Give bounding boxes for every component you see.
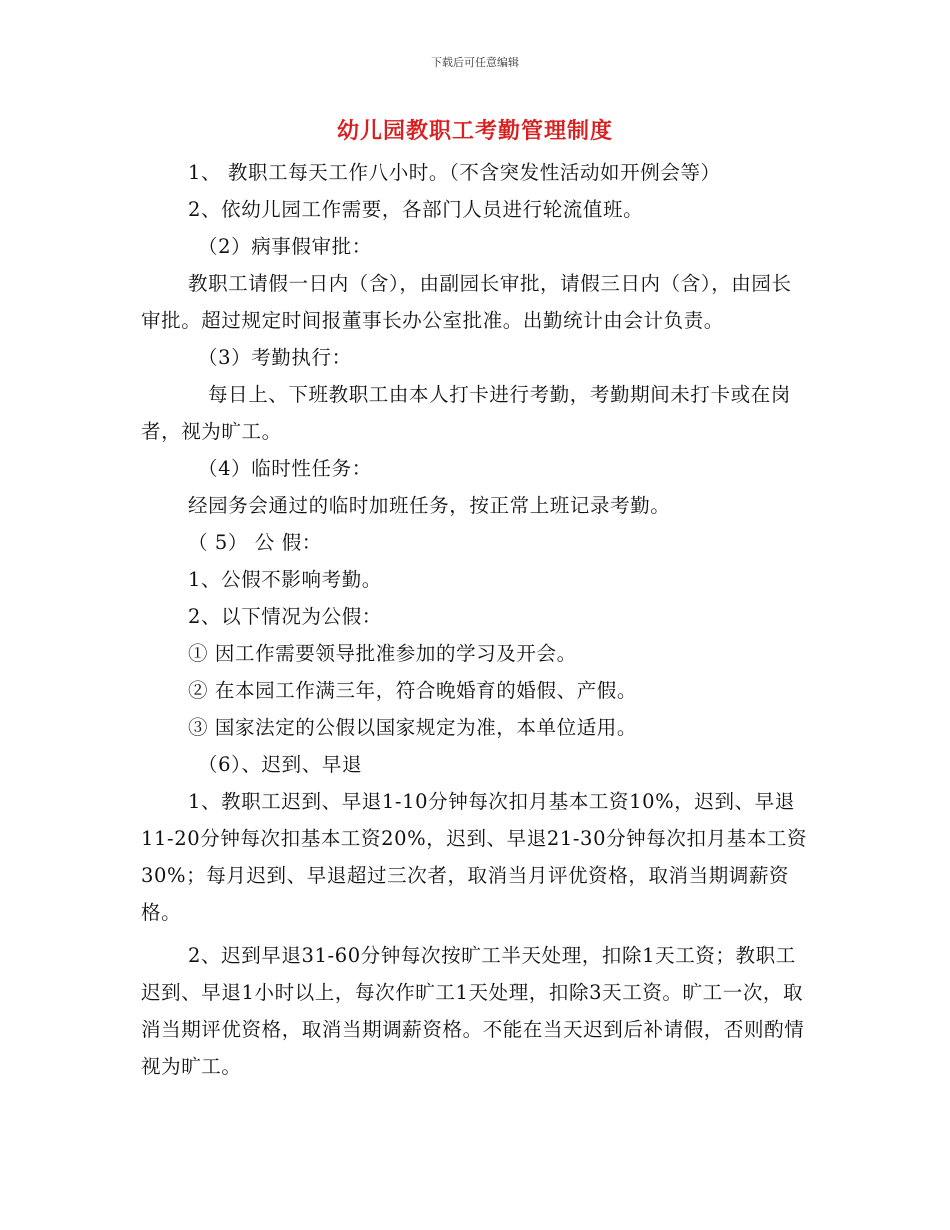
document-body [141,154,811,1085]
paragraph-late-early-1: 1、教职工迟到、早退1-10分钟每次扣月基本工资10%，迟到、早退11-20分钟每次扣基本工资20%，迟到、早退21-30分钟每次扣月基本工资30%；每月迟到、早退超过三次者，取消当月评优资格，取消当期调薪资格。 [141,790,808,924]
section-heading-attendance: （3）考勤执行： [198,346,352,369]
rule-duty-rotation: 2、依幼儿园工作需要，各部门人员进行轮流值班。 [188,198,644,221]
header-note: 下载后可任意编辑 [431,56,519,69]
document-title: 幼儿园教职工考勤管理制度 [336,119,613,144]
paragraph-leave-approval: 教职工请假一日内（含），由副园长审批，请假三日内（含），由园长审批。超过规定时间报董事长办公室批准。出勤统计由会计负责。 [141,272,792,332]
rule-work-hours: 1、 教职工每天工作八小时。（不含突发性活动如开例会等） [188,161,721,184]
list-item-public-leave-a: ① 因工作需要领导批准参加的学习及开会。 [188,642,577,665]
list-item-public-leave-c: ③ 国家法定的公假以国家规定为准，本单位适用。 [188,716,637,739]
list-item-public-leave-b: ② 在本园工作满三年，符合晚婚育的婚假、产假。 [188,679,637,702]
section-heading-temporary-tasks: （4）临时性任务： [198,457,372,480]
paragraph-late-early-2: 2、迟到早退31-60分钟每次按旷工半天处理，扣除1天工资；教职工迟到、早退1小时以上，每次作旷工1天处理，扣除3天工资。旷工一次，取消当期评优资格，取消当期调薪资格。不能在当天迟到后补请假，否则酌情视为旷工。 [141,944,805,1078]
rule-public-leave-1: 1、公假不影响考勤。 [188,568,382,591]
section-heading-public-leave: （ 5） 公 假： [188,531,322,554]
paragraph-attendance: 每日上、下班教职工由本人打卡进行考勤，考勤期间未打卡或在岗者，视为旷工。 [141,383,791,443]
section-heading-late-early: （6）、迟到、早退 [198,753,363,776]
section-heading-leave-approval: （2）病事假审批： [198,235,372,258]
rule-public-leave-2: 2、以下情况为公假： [188,605,382,628]
paragraph-temporary-tasks: 经园务会通过的临时加班任务，按正常上班记录考勤。 [188,494,671,517]
